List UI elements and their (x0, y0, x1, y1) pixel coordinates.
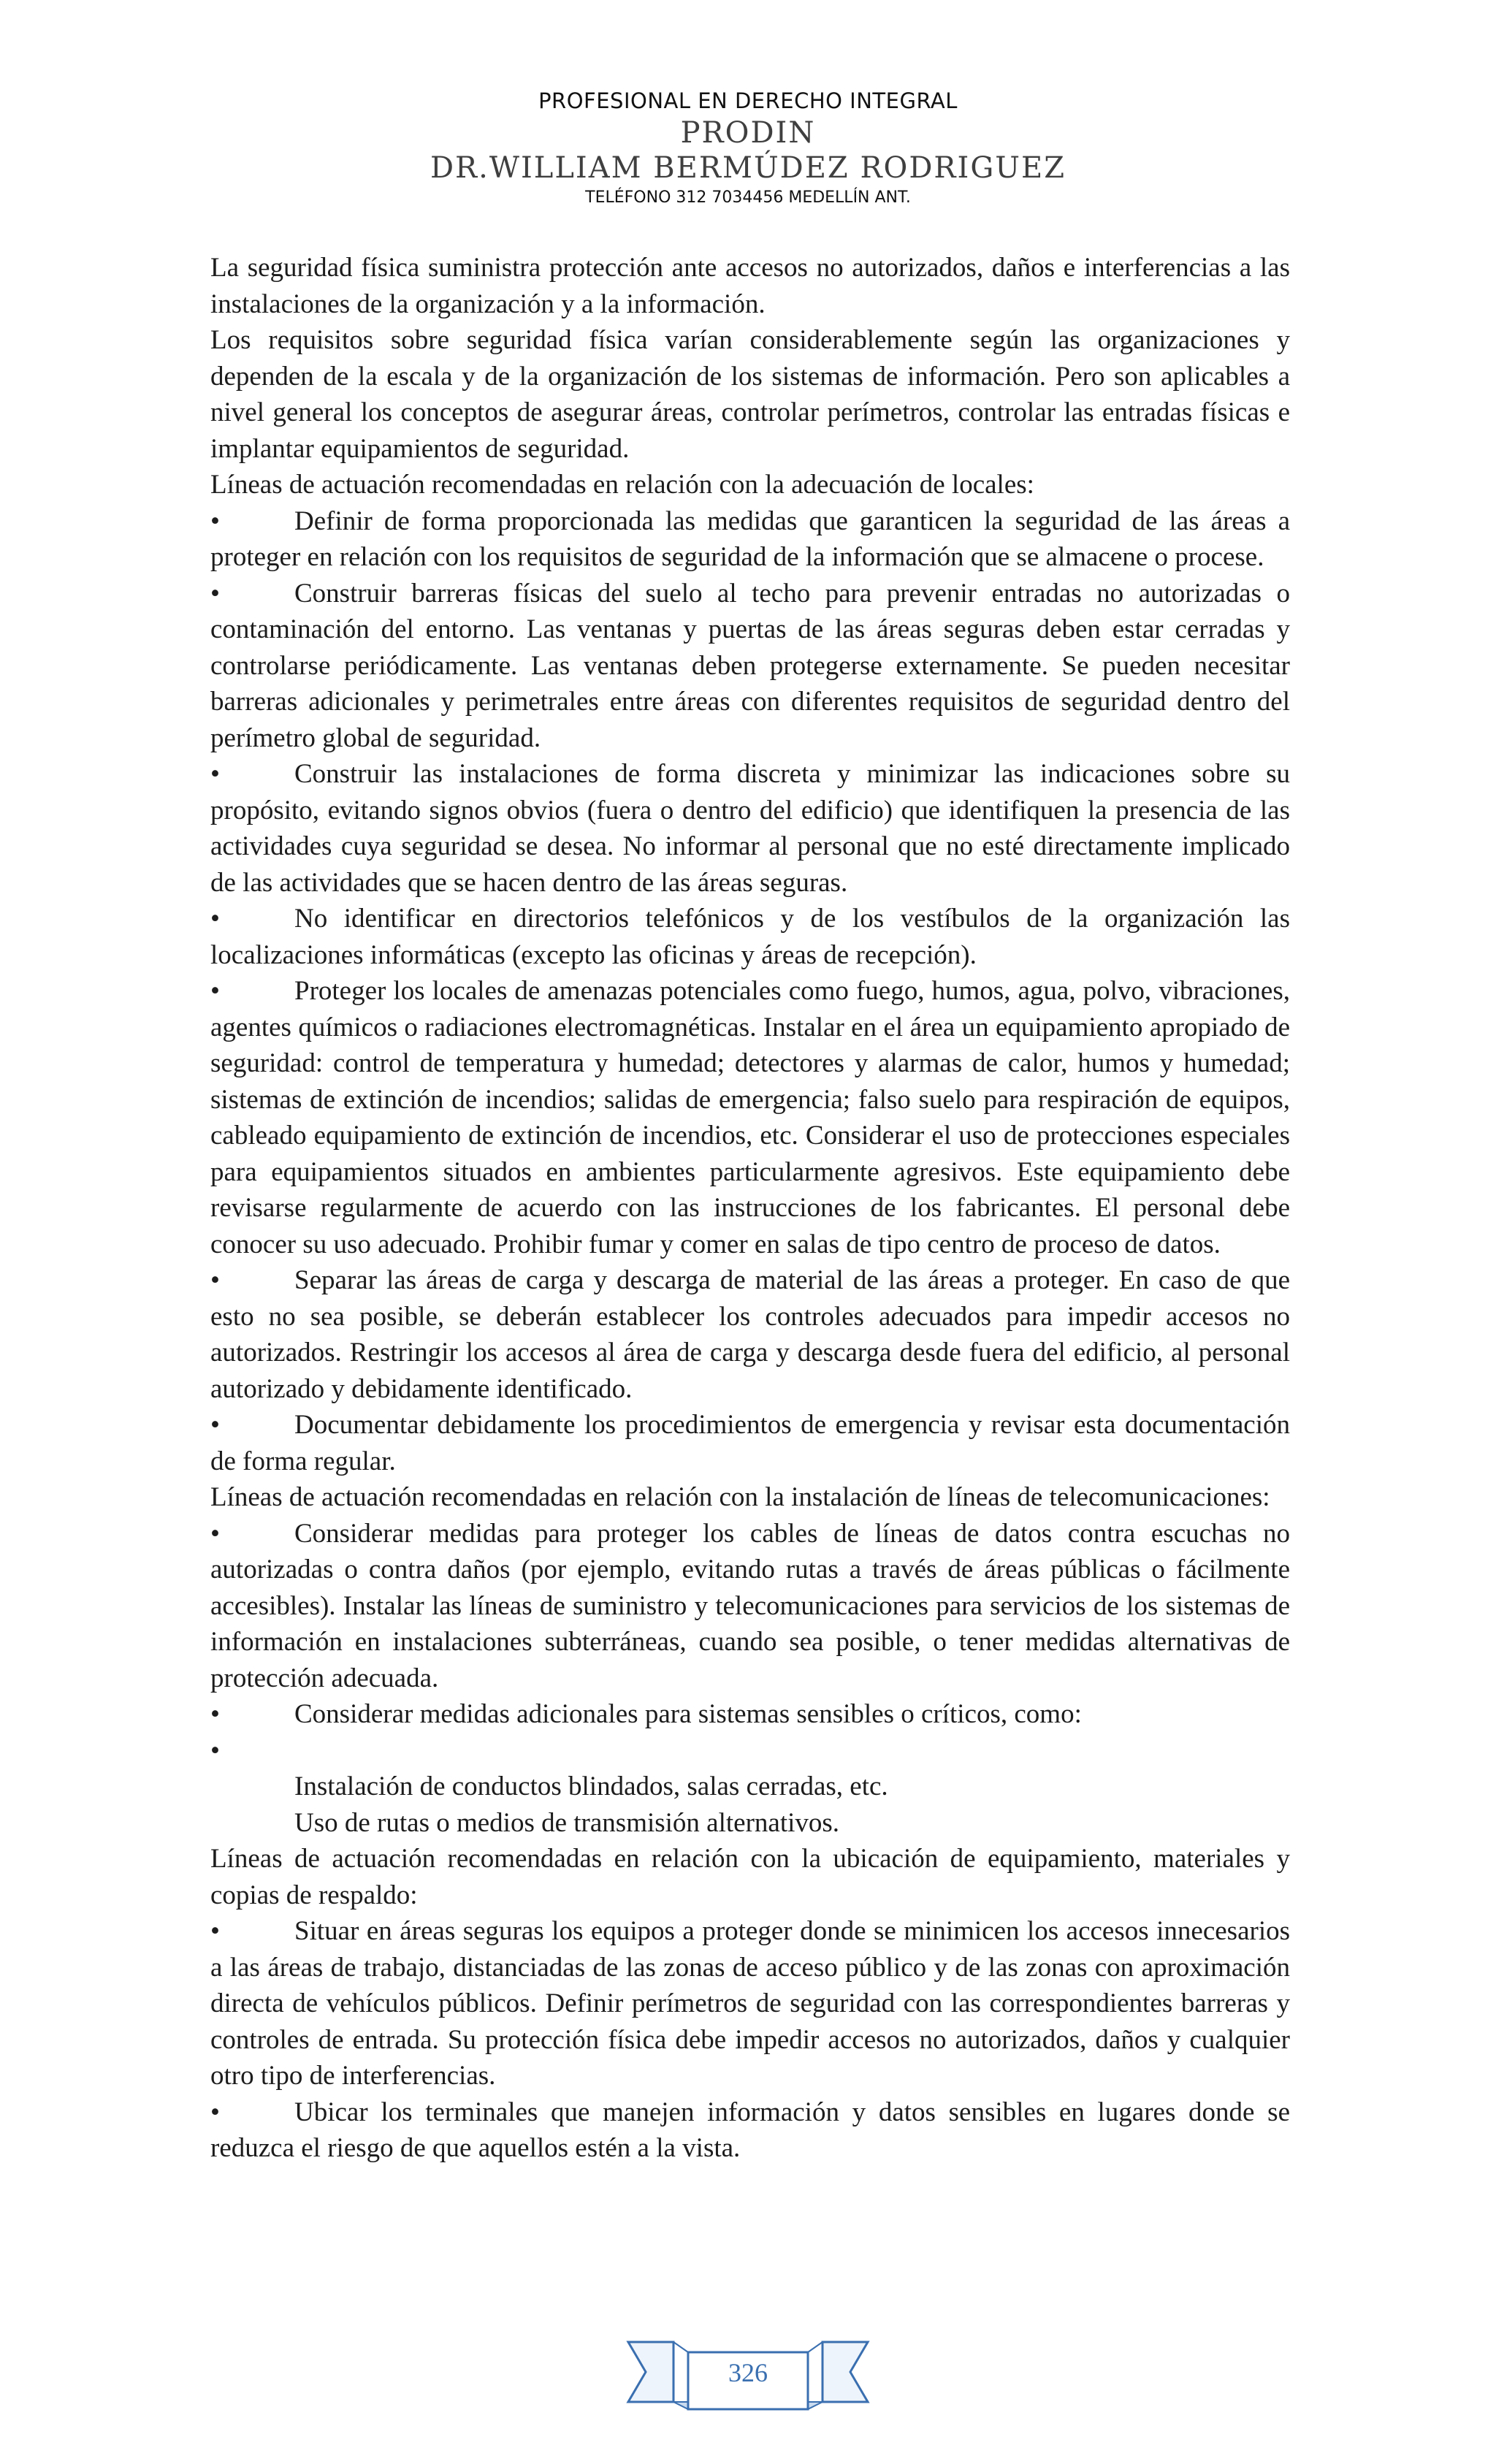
header-author: DR.WILLIAM BERMÚDEZ RODRIGUEZ (430, 151, 1066, 185)
paragraph: La seguridad física suministra protección ante accesos no autorizados, daños e interferencias a las instalaciones de la organización y a la información. (210, 253, 1290, 319)
bullet-item (210, 756, 1290, 901)
page-footer (625, 2333, 871, 2412)
bullet-item (210, 1407, 1290, 1479)
header-brand: PRODIN (680, 116, 816, 150)
section-intro: Líneas de actuación recomendadas en relación con la ubicación de equipamiento, materiales y copias de respaldo: (210, 1844, 1290, 1910)
bullet-marker: • (210, 1916, 220, 1946)
bullet-text: Separar las áreas de carga y descarga de material de las áreas a proteger. En caso de que esto no sea posible, se deberán establecer los controles adecuados para impedir accesos no autorizados. Restringir los accesos al área de carga y descarga desde fuera del edificio, al personal autorizado y debidamente identificado. (210, 1265, 1290, 1404)
bullet-text: No identificar en directorios telefónicos y de los vestíbulos de la organización las localizaciones informáticas (excepto las oficinas y áreas de recepción). (210, 904, 1290, 970)
empty-bullet-item (210, 1733, 1290, 1769)
bullet-marker: • (210, 759, 220, 789)
header-organization: PROFESIONAL EN DERECHO INTEGRAL (538, 88, 958, 113)
bullet-item (210, 973, 1290, 1262)
bullet-item (210, 2094, 1290, 2167)
bullet-item (210, 576, 1290, 757)
bullet-marker: • (210, 1265, 220, 1295)
paragraph: Los requisitos sobre seguridad física varían considerablemente según las organizaciones y dependen de la escala y de la organización de los sistemas de información. Pero son aplicables a nivel general los conceptos de asegurar áreas, controlar perímetros, controlar las entradas físicas e implantar equipamientos de seguridad. (210, 325, 1290, 464)
bullet-item (210, 1696, 1290, 1733)
bullet-text: Construir barreras físicas del suelo al techo para prevenir entradas no autorizadas o contaminación del entorno. Las ventanas y puertas de las áreas seguras deben estar cerradas y controlarse periódicamente. Las ventanas deben protegerse externamente. Se pueden necesitar barreras adicionales y perimetrales entre áreas con diferentes requisitos de seguridad dentro del perímetro global de seguridad. (210, 578, 1290, 753)
bullet-marker: • (210, 1699, 220, 1729)
section-intro: Líneas de actuación recomendadas en relación con la adecuación de locales: (210, 470, 1034, 500)
bullet-text: Considerar medidas para proteger los cables de líneas de datos contra escuchas no autorizadas o contra daños (por ejemplo, evitando rutas a través de áreas públicas o fácilmente accesibles). Instalar las líneas de suministro y telecomunicaciones para servicios de los sistemas de información en instalaciones subterráneas, cuando sea posible, o tener medidas alternativas de protección adecuada. (210, 1518, 1290, 1693)
bullet-text: Construir las instalaciones de forma discreta y minimizar las indicaciones sobre su propósito, evitando signos obvios (fuera o dentro del edificio) que identifiquen la presencia de las actividades cuya seguridad se desea. No informar al personal que no esté directamente implicado de las actividades que se hacen dentro de las áreas seguras. (210, 759, 1290, 898)
bullet-text: Definir de forma proporcionada las medidas que garanticen la seguridad de las áreas a proteger en relación con los requisitos de seguridad de la información que se almacene o procese. (210, 506, 1290, 572)
bullet-item (210, 901, 1290, 973)
header-phone: TELÉFONO 312 7034456 MEDELLÍN ANT. (585, 188, 911, 207)
document-body (210, 250, 1290, 2167)
bullet-marker: • (210, 1410, 220, 1440)
bullet-text: Ubicar los terminales que manejen información y datos sensibles en lugares donde se reduzca el riesgo de que aquellos estén a la vista. (210, 2097, 1290, 2163)
bullet-marker: • (210, 904, 220, 934)
bullet-text: Documentar debidamente los procedimientos de emergencia y revisar esta documentación de forma regular. (210, 1410, 1290, 1476)
bullet-text: Proteger los locales de amenazas potenciales como fuego, humos, agua, polvo, vibraciones, agentes químicos o radiaciones electromagnéticas. Instalar en el área un equipamiento apropiado de seguridad: control de temperatura y humedad; detectores y alarmas de calor, humos y humedad; sistemas de extinción de incendios; salidas de emergencia; falso suelo para respiración de equipos, cableado equipamiento de extinción de incendios, etc. Considerar el uso de protecciones especiales para equipamientos situados en ambientes particularmente agresivos. Este equipamiento debe revisarse regularmente de acuerdo con las instrucciones de los fabricantes. El personal debe conocer su uso adecuado. Prohibir fumar y comer en salas de tipo centro de proceso de datos. (210, 976, 1290, 1259)
bullet-text: Situar en áreas seguras los equipos a proteger donde se minimicen los accesos innecesarios a las áreas de trabajo, distanciadas de las zonas de acceso público y de las zonas con aproximación directa de vehículos públicos. Definir perímetros de seguridad con las correspondientes barreras y controles de entrada. Su protección física debe impedir accesos no autorizados, daños y cualquier otro tipo de interferencias. (210, 1916, 1290, 2091)
bullet-item (210, 1913, 1290, 2094)
bullet-item (210, 1516, 1290, 1697)
bullet-marker: • (210, 1735, 220, 1766)
section-intro: Líneas de actuación recomendadas en relación con la instalación de líneas de telecomunicaciones: (210, 1482, 1270, 1512)
bullet-marker: • (210, 578, 220, 609)
bullet-marker: • (210, 2097, 220, 2127)
bullet-item (210, 503, 1290, 576)
bullet-marker: • (210, 976, 220, 1006)
sub-item: Instalación de conductos blindados, salas cerradas, etc. (294, 1771, 888, 1801)
bullet-item (210, 1262, 1290, 1407)
sub-item: Uso de rutas o medios de transmisión alternativos. (294, 1807, 840, 1838)
page-number: 326 (728, 2358, 768, 2387)
page-header (0, 86, 1496, 210)
bullet-marker: • (210, 506, 220, 536)
bullet-marker: • (210, 1518, 220, 1549)
bullet-text: Considerar medidas adicionales para sistemas sensibles o críticos, como: (294, 1699, 1082, 1729)
